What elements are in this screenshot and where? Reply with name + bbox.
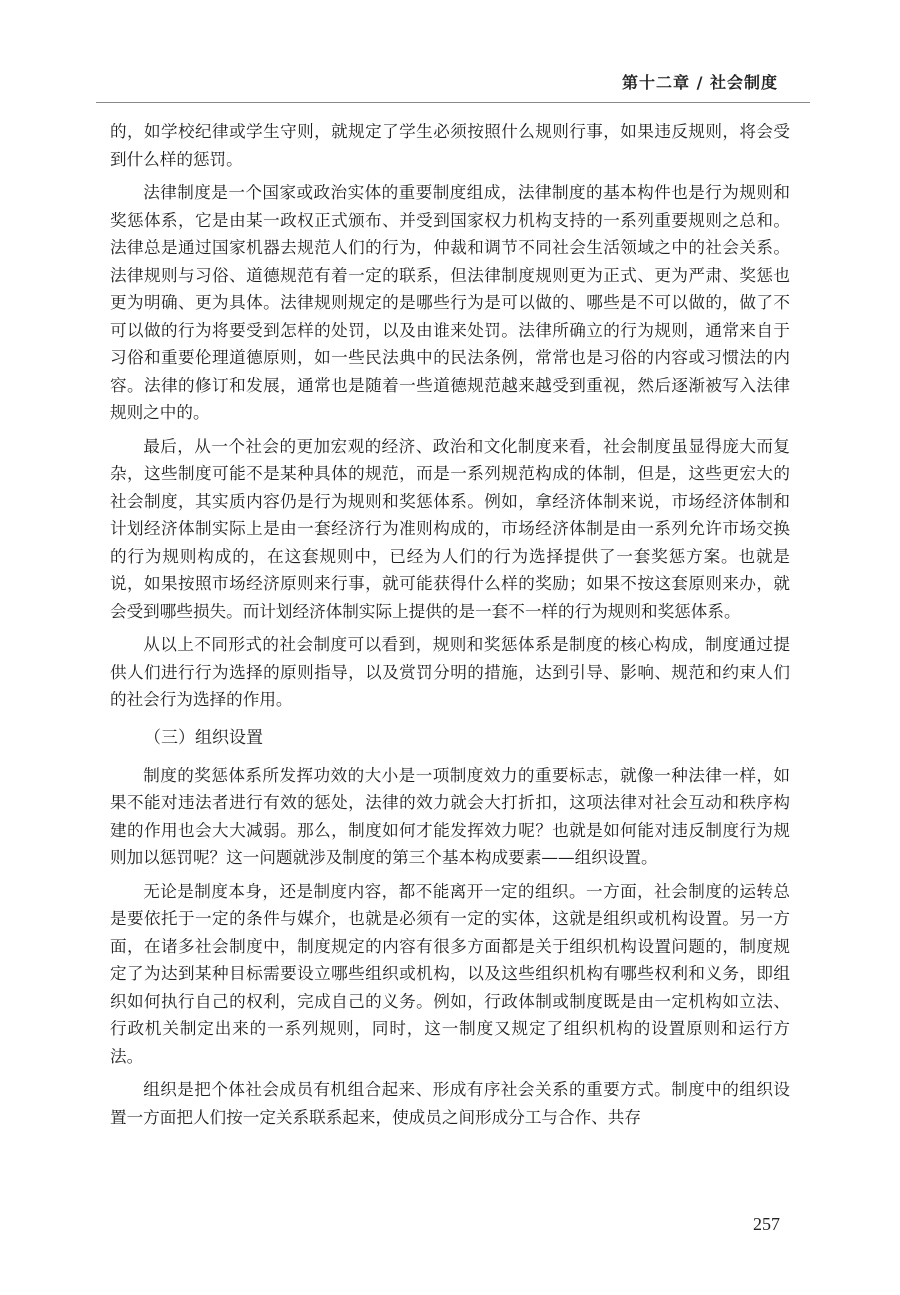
paragraph-organization: 无论是制度本身，还是制度内容，都不能离开一定的组织。一方面，社会制度的运转总是要依托于一定的条件与媒介，也就是必须有一定的实体，这就是组织或机构设置。另一方面，在诸多社会制度中，制度规定的内容有很多方面都是关于组织机构设置问题的，制度规定了为达到某种目标需要设立哪些组织或机构，以及这些组织机构有哪些权利和义务，即组织如何执行自己的权利，完成自己的义务。例如，行政体制或制度既是由一定机构如立法、行政机关制定出来的一系列规则，同时，这一制度又规定了组织机构的设置原则和运行方法。 (110, 881, 790, 1066)
paragraph-legal-system: 法律制度是一个国家或政治实体的重要制度组成，法律制度的基本构件也是行为规则和奖惩体系，它是由某一政权正式颁布、并受到国家权力机构支持的一系列重要规则之总和。法律总是通过国家机器去规范人们的行为，仲裁和调节不同社会生活领域之中的社会关系。法律规则与习俗、道德规范有着一定的联系，但法律制度规则更为正式、更为严肃、奖惩也更为明确、更为具体。法律规则规定的是哪些行为是可以做的、哪些是不可以做的，做了不可以做的行为将要受到怎样的处罚，以及由谁来处罚。法律所确立的行为规则，通常来自于习俗和重要伦理道德原则，如一些民法典中的民法条例，常常也是习俗的内容或习惯法的内容。法律的修订和发展，通常也是随着一些道德规范越来越受到重视，然后逐渐被写入法律规则之中的。 (110, 183, 790, 422)
body-text (110, 118, 790, 1137)
paragraph-organization-role: 组织是把个体社会成员有机组合起来、形成有序社会关系的重要方式。制度中的组织设置一方面把人们按一定关系联系起来，使成员之间形成分工与合作、共存 (110, 1080, 790, 1127)
paragraph-continuation: 的，如学校纪律或学生守则，就规定了学生必须按照什么规则行事，如果违反规则，将会受到什么样的惩罚。 (110, 122, 790, 169)
page-number: 257 (753, 1214, 780, 1234)
header-rule (96, 102, 810, 103)
paragraph-summary: 从以上不同形式的社会制度可以看到，规则和奖惩体系是制度的核心构成，制度通过提供人们进行行为选择的原则指导，以及赏罚分明的措施，达到引导、影响、规范和约束人们的社会行为选择的作用。 (110, 635, 790, 709)
paragraph-sanction-effect: 制度的奖惩体系所发挥功效的大小是一项制度效力的重要标志，就像一种法律一样，如果不能对违法者进行有效的惩处，法律的效力就会大打折扣，这项法律对社会互动和秩序构建的作用也会大大减弱。那么，制度如何才能发挥效力呢？也就是如何能对违反制度行为规则加以惩罚呢？这一问题就涉及制度的第三个基本构成要素——组织设置。 (110, 765, 790, 867)
paragraph-macro-institutions: 最后，从一个社会的更加宏观的经济、政治和文化制度来看，社会制度虽显得庞大而复杂，这些制度可能不是某种具体的规范，而是一系列规范构成的体制，但是，这些更宏大的社会制度，其实质内容仍是行为规则和奖惩体系。例如，拿经济体制来说，市场经济体制和计划经济体制实际上是由一套经济行为准则构成的，市场经济体制是由一系列允许市场交换的行为规则构成的，在这套规则中，已经为人们的行为选择提供了一套奖惩方案。也就是说，如果按照市场经济原则来行事，就可能获得什么样的奖励；如果不按这套原则来办，就会受到哪些损失。而计划经济体制实际上提供的是一套不一样的行为规则和奖惩体系。 (110, 436, 790, 621)
running-header: 第十二章 / 社会制度 (622, 73, 778, 92)
section-heading: （三）组织设置 (144, 727, 263, 748)
